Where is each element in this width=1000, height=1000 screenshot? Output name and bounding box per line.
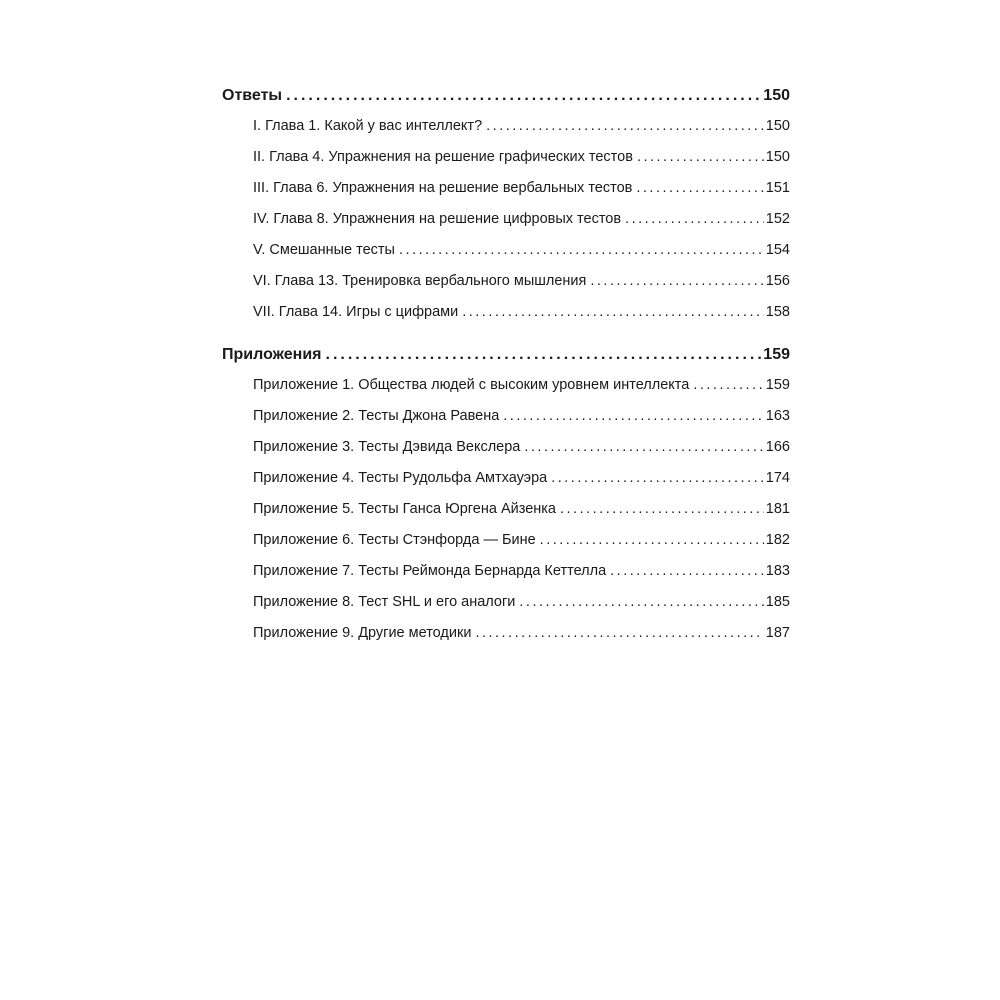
toc-entry[interactable] (222, 463, 790, 494)
toc-entry-label: I. Глава 1. Какой у вас интеллект? (253, 118, 483, 134)
dot-leader (637, 142, 764, 173)
toc-entry-label: Приложение 9. Другие методики (253, 625, 472, 641)
toc-entry-page: 166 (765, 439, 790, 455)
table-of-contents (222, 80, 790, 649)
dot-leader (636, 173, 763, 204)
toc-entry-page: 182 (765, 532, 790, 548)
toc-entry[interactable] (222, 401, 790, 432)
dot-leader (693, 370, 763, 401)
dot-leader (286, 80, 761, 111)
toc-entry[interactable] (222, 235, 790, 266)
toc-entry-label: IV. Глава 8. Упражнения на решение цифровых тестов (253, 211, 622, 227)
dot-leader (540, 525, 764, 556)
toc-entry[interactable] (222, 494, 790, 525)
toc-entry-label: Приложение 1. Общества людей с высоким уровнем интеллекта (253, 377, 690, 393)
dot-leader (486, 111, 764, 142)
toc-entry-label: Приложение 3. Тесты Дэвида Векслера (253, 439, 521, 455)
toc-entry[interactable] (222, 142, 790, 173)
toc-entry[interactable] (222, 587, 790, 618)
toc-entry-page: 183 (765, 563, 790, 579)
toc-entry-label: Приложение 8. Тест SHL и его аналоги (253, 594, 516, 610)
toc-entry-page: 187 (765, 625, 790, 641)
toc-entry[interactable] (222, 173, 790, 204)
toc-entry-page: 156 (765, 273, 790, 289)
toc-entry-page: 185 (765, 594, 790, 610)
toc-entry-label: VII. Глава 14. Игры с цифрами (253, 304, 459, 320)
toc-heading-page: 159 (763, 346, 790, 363)
dot-leader (625, 204, 764, 235)
toc-entry-page: 154 (765, 242, 790, 258)
toc-entry-label: VI. Глава 13. Тренировка вербального мышления (253, 273, 587, 289)
toc-entry[interactable] (222, 266, 790, 297)
toc-entry-page: 159 (765, 377, 790, 393)
toc-entry-page: 174 (765, 470, 790, 486)
toc-section-appendices (222, 339, 790, 649)
toc-entry[interactable] (222, 525, 790, 556)
toc-entry-page: 181 (765, 501, 790, 517)
toc-entry[interactable] (222, 204, 790, 235)
toc-entry[interactable] (222, 297, 790, 328)
toc-entry-page: 158 (765, 304, 790, 320)
dot-leader (519, 587, 763, 618)
toc-entry[interactable] (222, 618, 790, 649)
toc-entry-label: Приложение 6. Тесты Стэнфорда — Бине (253, 532, 536, 548)
toc-entry-page: 150 (765, 118, 790, 134)
toc-entry-label: Приложение 4. Тесты Рудольфа Амтхауэра (253, 470, 548, 486)
toc-entry-label: II. Глава 4. Упражнения на решение графических тестов (253, 149, 633, 165)
toc-heading-title: Приложения (222, 346, 322, 363)
dot-leader (560, 494, 764, 525)
toc-entry-label: III. Глава 6. Упражнения на решение вербальных тестов (253, 180, 633, 196)
toc-heading[interactable] (222, 339, 790, 370)
dot-leader (503, 401, 764, 432)
toc-entry[interactable] (222, 432, 790, 463)
toc-entry[interactable] (222, 111, 790, 142)
dot-leader (475, 618, 763, 649)
dot-leader (551, 463, 764, 494)
toc-entry[interactable] (222, 370, 790, 401)
dot-leader (524, 432, 763, 463)
toc-entry-page: 151 (765, 180, 790, 196)
toc-entry-label: Приложение 5. Тесты Ганса Юргена Айзенка (253, 501, 556, 517)
dot-leader (462, 297, 764, 328)
dot-leader (399, 235, 764, 266)
toc-entry-label: Приложение 2. Тесты Джона Равена (253, 408, 500, 424)
toc-entry-label: V. Смешанные тесты (253, 242, 395, 258)
dot-leader (590, 266, 763, 297)
dot-leader (610, 556, 764, 587)
toc-entry-page: 152 (765, 211, 790, 227)
toc-heading-title: Ответы (222, 87, 283, 104)
dot-leader (326, 339, 762, 370)
toc-entry-page: 150 (765, 149, 790, 165)
toc-entry-label: Приложение 7. Тесты Реймонда Бернарда Кеттелла (253, 563, 607, 579)
toc-heading-page: 150 (763, 87, 790, 104)
toc-heading[interactable] (222, 80, 790, 111)
toc-entry[interactable] (222, 556, 790, 587)
toc-section-answers (222, 80, 790, 328)
toc-entry-page: 163 (765, 408, 790, 424)
